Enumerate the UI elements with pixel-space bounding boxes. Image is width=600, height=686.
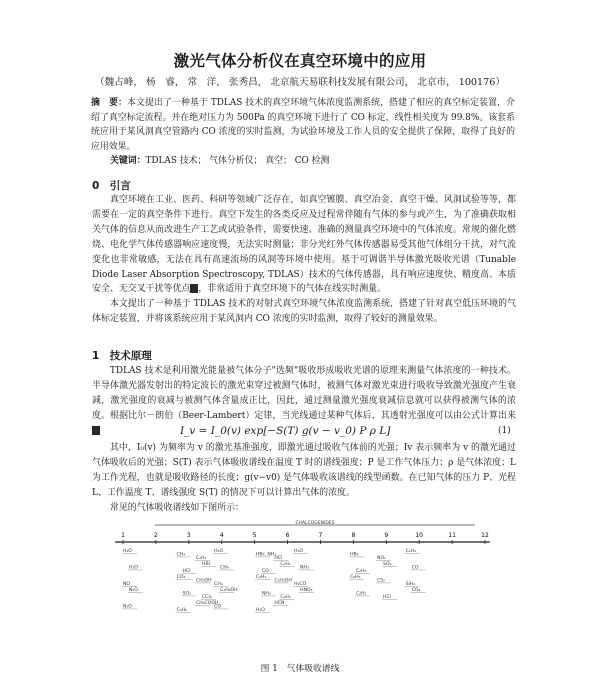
gas-label: CO₂ — [411, 588, 421, 593]
axis-tick-label: 11 — [448, 532, 456, 539]
section-1-paragraph-2: 其中，I₀(v) 为频率为 v 的激光基准强度，即激光通过吸收气体前的光强；Iv 表示频率为 v 的激光通过气体吸收后的光强；S(T) 表示气体吸收谱线在温度 T 时的谱线强度；P 是工作气体压力；ρ 是气体浓度；L 为工作光程，也就是吸收路径的长度；g(v−v0) 是气体吸收该谱线的线型函数。在已知气体的压力 P、光程 L、工作温度 T、谱线强度 S(T) 的情况下可以计算出气体的浓度。 — [92, 443, 516, 498]
gas-label: NH₃ — [261, 591, 271, 597]
section-0-p1: 真空环境在工业、医药、科研等领域广泛存在，如真空镀膜、真空冶金、真空干燥、风洞试验等等，都需要在一定的真空条件下进行。真空下发生的各类反应及过程常伴随有气体的参与或产生，为了准确获取相关气体的信息从而改进生产工艺或试验条件，需要快速、准确的测量真空环境中的气体浓度。常规的催化燃烧、电化学气体传感器响应速度慢，无法实时测量；非分光红外气体传感器易受其他气体组分干扰，对气流变化也非常敏感，无法在具有高速流场的风洞等环境中使用。基于可调谐半导体激光吸收光谱（Tunable Diode Laser Absorption Spectroscopy, TDLAS）技术的气体传感器，具有响应速度快、精度高、本质安全、无交叉干扰等优点 — [92, 195, 516, 295]
axis-tick-label: 4 — [219, 532, 224, 539]
gas-label: HNO₃ — [300, 588, 313, 593]
section-0-paragraph — [92, 193, 516, 297]
gas-label: CH₃OH — [196, 578, 212, 584]
gas-label: CH₃COOH — [196, 601, 219, 606]
gas-label: CH₄ — [220, 565, 229, 571]
absorption-chart — [105, 520, 500, 640]
axis-tick-label: 12 — [481, 532, 489, 539]
gas-label: HCl — [383, 595, 392, 600]
gas-label: NH₃ — [300, 565, 309, 571]
gas-label: H₂O — [255, 608, 265, 613]
author-line: （魏占峰， 杨 睿， 常 洋， 张秀昌， 北京航天易联科技发展有限公司， 北京市， 100176） — [95, 77, 505, 88]
section-1-p1: TDLAS 技术是利用激光能量被气体分子"选频"吸收形成吸收光谱的原理来测量气体浓度的一种技术。半导体激光器发射出的特定波长的激光束穿过被测气体时，被测气体对激光束进行吸收导致激光强度产生衰减，激光强度的衰减与被测气体含量成正比，因此，通过测量激光强度衰减信息就可以获得被测气体的浓度。根据比尔－朗伯（Beer-Lambert）定律，当光线通过某种气体后，其透射光强度可以由公式计算出来 — [92, 366, 516, 421]
gas-label: CO — [214, 604, 221, 610]
gas-label: C₂H₂ — [196, 556, 207, 561]
gas-label: C₂H₂ — [280, 562, 291, 567]
gas-label: CO₂ — [176, 575, 186, 580]
gas-label: CS₂ — [377, 578, 386, 584]
section-1-body-b — [92, 441, 516, 516]
gas-label: C₂H₂ — [356, 591, 367, 597]
axis-tick-label: 10 — [415, 532, 424, 539]
gas-label: SO₂ — [383, 562, 392, 567]
section-0-paragraph-2: 本文提出了一种基于 TDLAS 技术的对射式真空环境气体浓度监测系统，搭建了针对真空低压环境的气体标定装置，并将该系统应用于某风洞内 CO 浓度的实时监测，取得了较好的测量效果。 — [92, 299, 516, 325]
keywords — [110, 153, 515, 166]
equation-number: (1) — [498, 426, 511, 436]
gas-label: C₂H₄ — [280, 595, 291, 600]
gas-label: SiH₄ — [405, 582, 416, 587]
gas-label: HCl — [274, 556, 283, 561]
abstract-text: 本文提出了一种基于 TDLAS 技术的真空环境气体浓度监测系统，搭建了相应的真空标定装置，介绍了真空标定流程。并在绝对压力为 500Pa 的真空环境下进行了 CO 标定，线性相关度为 99.8%。该套系统应用于某风洞真空管路内 CO 浓度的实时监测，为试验环境及工作人员的安全提供了保障，取得了良好的应用效果。 — [91, 98, 515, 152]
equation-1: I_v = I_0(v) exp[−S(T) g(v − v_0) P ρ L] — [180, 425, 391, 437]
axis-tick-label: 8 — [351, 532, 356, 539]
gas-label: NO — [123, 582, 131, 587]
gas-label: C₂H₅OH — [220, 588, 238, 593]
gas-label: C₂H₆ — [356, 569, 367, 574]
section-0-p1b: ，非常适用于真空环境下的气体在线实时测量。 — [198, 284, 387, 295]
figure-caption: 图 1 气体吸收谱线 — [260, 664, 340, 674]
gas-label: CH₄ — [176, 552, 186, 558]
section-1-heading: 1 技术原理 — [92, 350, 152, 362]
gas-label: CCl₄ — [202, 595, 212, 600]
gas-label: HCN — [274, 601, 285, 606]
axis-tick-label: 6 — [285, 532, 290, 539]
gas-label: H₂O — [294, 549, 304, 554]
gas-label: HBr, NH₃ — [255, 552, 277, 558]
gas-label: H₂O — [129, 565, 138, 571]
gas-label: HCl — [182, 569, 191, 574]
axis-tick-label: 7 — [318, 532, 323, 539]
gas-label: CH₄ — [214, 582, 223, 587]
gas-label: C₂H₄ — [405, 549, 417, 554]
paper-title: 激光气体分析仪在真空环境中的应用 — [173, 52, 427, 70]
gas-label: H₂O — [214, 549, 224, 554]
absorption-lines-figure — [105, 520, 500, 640]
gas-label: HBr — [202, 562, 211, 567]
citation-mark — [92, 426, 100, 435]
gas-label: CO — [261, 569, 269, 574]
axis-tick-label: 5 — [252, 532, 257, 539]
keywords-text: TDLAS 技术； 气体分析仪； 真空； CO 检测 — [145, 156, 330, 166]
section-0-heading: 0 引言 — [92, 180, 131, 192]
gas-label: H₂CO — [294, 582, 307, 587]
header-label: CHALCOGENIDES — [295, 521, 335, 526]
gas-label: C₂H₄ — [255, 575, 267, 580]
gas-label: H₂O — [123, 549, 132, 554]
keywords-label: 关键词： — [110, 156, 146, 166]
gas-label: HBr — [350, 552, 359, 558]
axis-tick-label: 9 — [384, 532, 389, 539]
gas-label: N₂O — [123, 604, 132, 610]
abstract-label: 摘 要： — [91, 98, 127, 108]
gas-label: C₆H₆ — [176, 608, 188, 613]
axis-tick-label: 1 — [121, 532, 125, 539]
axis-tick-label: 2 — [153, 532, 158, 539]
gas-label: N₂O — [129, 588, 138, 593]
gas-label: C₂H₅OH — [274, 578, 292, 584]
section-1-paragraph-3: 常见的气体吸收谱线如下图所示： — [109, 502, 244, 513]
axis-tick-label: 3 — [186, 532, 191, 539]
section-0-body — [92, 193, 516, 327]
gas-label: SO₂ — [182, 591, 192, 597]
gas-labels — [122, 548, 426, 613]
gas-label: CO — [411, 565, 419, 571]
abstract — [91, 96, 515, 154]
gas-label: NO₂ — [377, 556, 386, 561]
gas-label: C₆H₆ — [350, 575, 361, 580]
